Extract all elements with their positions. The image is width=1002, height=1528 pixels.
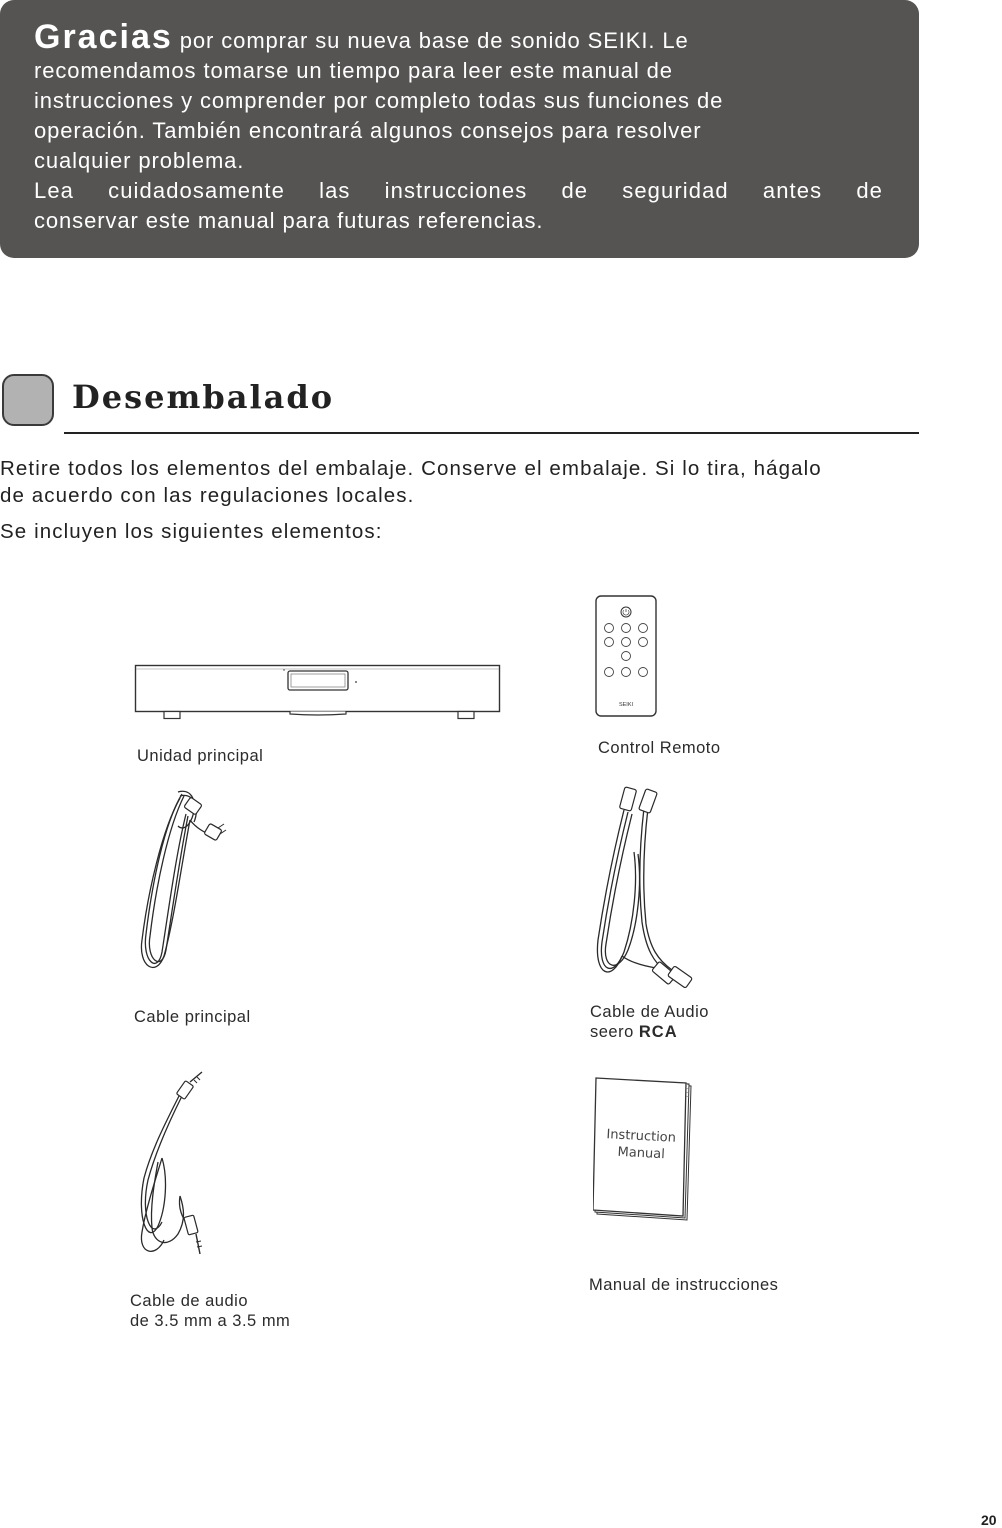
aux-cable-label-line-2: de 3.5 mm a 3.5 mm [130,1312,291,1330]
instruction-manual-illustration [593,1076,693,1224]
soundbar-illustration [134,662,502,720]
section-divider [64,432,919,434]
manual-label: Manual de instrucciones [589,1276,779,1294]
page-number: 20 [981,1512,997,1528]
rca-cable-label-line-1: Cable de Audio [590,1003,709,1021]
section-intro [0,455,916,545]
remote-control-illustration [594,594,658,720]
power-cable-label: Cable principal [134,1008,251,1026]
banner-line-2: recomendamos tomarse un tiempo para leer este manual de [34,58,673,83]
intro-line-2: de acuerdo con las regulaciones locales. [0,484,415,507]
intro-banner [0,0,919,258]
aux-cable-label-line-1: Cable de audio [130,1292,249,1310]
main-unit-label: Unidad principal [137,747,264,765]
section-badge [2,374,54,426]
thanks-word: Gracias [34,18,173,56]
section-title: Desembalado [72,378,335,416]
rca-cable-illustration [594,782,720,1000]
intro-line-1: Retire todos los elementos del embalaje. Conserve el embalaje. Si lo tira, hágalo [0,457,822,480]
rca-cable-label-type: RCA [638,1023,678,1041]
manual-cover-line-2: Manual [617,1144,666,1163]
rca-cable-label-prefix: seero [590,1023,639,1041]
rca-cable-label-line-2 [590,1022,709,1042]
banner-line-3: instrucciones y comprender por completo todas sus funciones de [34,88,724,113]
banner-line-4: operación. También encontrará algunos consejos para resolver [34,118,702,143]
aux-cable-illustration [128,1068,220,1264]
banner-line-1: por comprar su nueva base de sonido SEIKI. Le [172,28,689,53]
banner-line-5: cualquier problema. [34,148,245,173]
power-cable-illustration [134,784,230,980]
aux-cable-label [130,1291,290,1331]
remote-label: Control Remoto [598,739,721,757]
rca-cable-label [590,1002,709,1042]
intro-line-3: Se incluyen los siguientes elementos: [0,520,383,543]
banner-line-6: Lea cuidadosamente las instrucciones de seguridad antes de [34,178,883,203]
remote-brand-text: SEIKI [618,702,634,708]
banner-line-7: conservar este manual para futuras referencias. [34,208,544,233]
manual-cover-line-1: Instruction [606,1127,677,1146]
